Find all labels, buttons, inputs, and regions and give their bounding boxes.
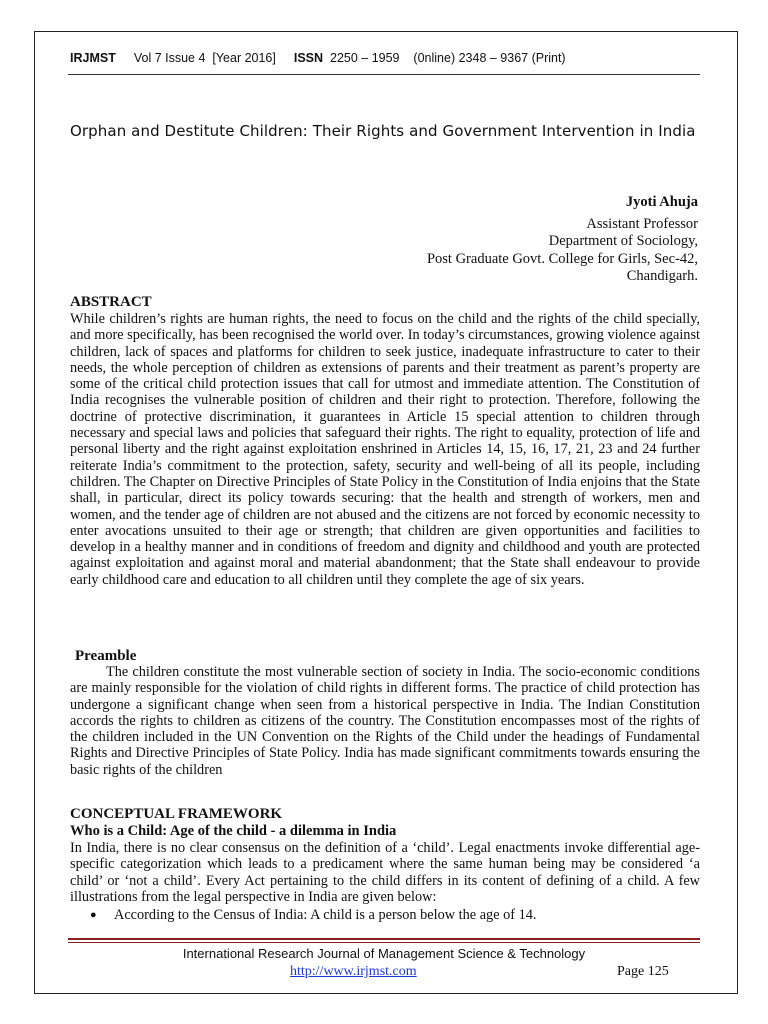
bullet-item: [90, 907, 536, 924]
abstract-text: While children’s rights are human rights, the need to focus on the child and the rights of the child specially, and more specifically, has been recognised the world over. In today’s circumstances, growing violence against children, lack of spaces and platforms for children to seek justice, inadequate infrastructure to cater to their needs, the whole perception of children as extensions of parents and their treatment as parent’s property are some of the critical child protection issues that call for utmost and immediate attention. The Constitution of India recognises the vulnerable position of children and their right to protection. Therefore, following the doctrine of protective discrimination, it guarantees in Article 15 special attention to children through necessary and special laws and policies that safeguard their rights. The right to equality, protection of life and personal liberty and the right against exploitation enshrined in Articles 14, 15, 16, 17, 21, 23 and 24 further reiterate India’s commitment to the protection, safety, security and well-being of all its people, including children. The Chapter on Directive Principles of State Policy in the Constitution of India enjoins that the State shall, in particular, direct its policy towards securing: that the health and strength of workers, men and women, and the tender age of children are not abused and the citizens are not forced by economic necessity to enter avocations unsuited to their age or strength; that children are given opportunities and facilities to develop in a healthy manner and in conditions of freedom and dignity and childhood and youth are protected against exploitation and against moral and material abandonment; that the State shall endeavour to provide early childhood care and education to all children until they complete the age of six years.: [70, 311, 700, 588]
footer-journal-name: International Research Journal of Management Science & Technology: [182, 946, 586, 961]
author-department: Department of Sociology,: [548, 233, 698, 249]
journal-abbrev: IRJMST: [70, 51, 116, 65]
author-position: Assistant Professor: [586, 215, 698, 232]
preamble-heading: Preamble: [75, 648, 137, 664]
running-header: [70, 51, 710, 65]
framework-heading: CONCEPTUAL FRAMEWORK: [70, 806, 283, 822]
author-city: Chandigarh.: [626, 268, 698, 284]
author-college: Post Graduate Govt. College for Girls, Sec-42,: [426, 250, 698, 267]
issn-label: ISSN: [293, 51, 324, 65]
bullet-icon: ●: [90, 909, 97, 921]
footer-rule-thin: [68, 942, 700, 943]
page-number: Page 125: [617, 964, 669, 979]
header-rule: [68, 74, 700, 75]
footer-rule-thick: [68, 938, 700, 940]
author-block: [427, 194, 698, 286]
journal-url-link[interactable]: http://www.irjmst.com: [290, 964, 417, 979]
bullet-text: According to the Census of India: A child is a person below the age of 14.: [114, 907, 537, 923]
paper-title: Orphan and Destitute Children: Their Rights and Government Intervention in India: [70, 122, 696, 140]
issn-number: 2250 – 1959: [330, 51, 400, 65]
abstract-heading: ABSTRACT: [70, 294, 152, 310]
issn-online-print: (0nline) 2348 – 9367 (Print): [413, 51, 566, 65]
author-name: Jyoti Ahuja: [625, 194, 698, 210]
volume-issue: Vol 7 Issue 4: [133, 51, 206, 65]
framework-subheading: Who is a Child: Age of the child - a dilemma in India: [70, 823, 397, 839]
framework-text: In India, there is no clear consensus on the definition of a ‘child’. Legal enactments invoke differential age-specific categorization which leads to a predicament where the same human being may be considered ‘a child’ or ‘not a child’. Every Act pertaining to the child differs in its content of defining of a child. A few illustrations from the legal perspective in India are given below:: [70, 840, 700, 905]
preamble-text: The children constitute the most vulnerable section of society in India. The socio-economic conditions are mainly responsible for the violation of child rights in different forms. The practice of child protection has undergone a significant change when seen from a historical perspective in India. The Indian Constitution accords the rights to children as citizens of the country. The Constitution encompasses most of the rights of the children included in the UN Convention on the Rights of the Child under the headings of Fundamental Rights and Directive Principles of State Policy. India has made significant commitments towards ensuring the basic rights of the children: [70, 664, 700, 778]
year: [Year 2016]: [212, 51, 276, 65]
